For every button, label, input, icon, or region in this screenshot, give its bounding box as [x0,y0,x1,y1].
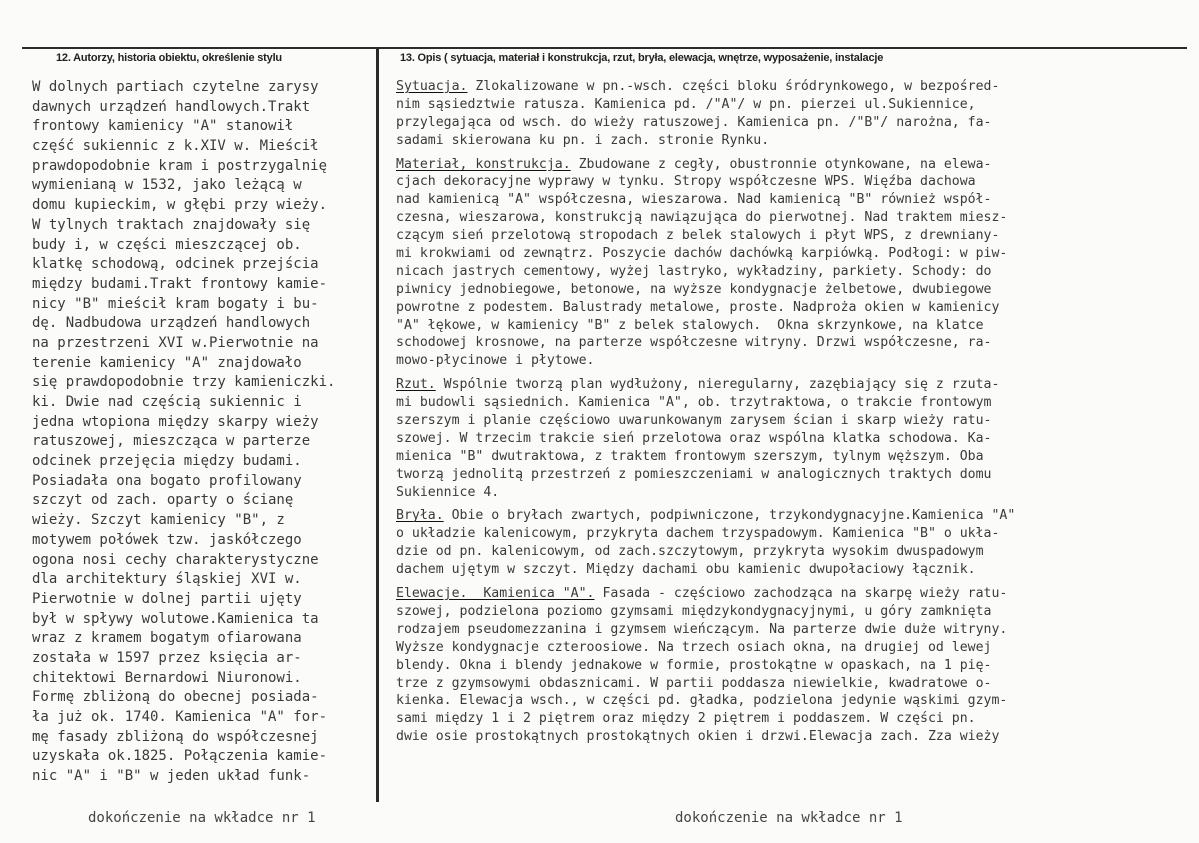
description-line [396,132,1186,150]
history-line: ratuszowej, mieszcząca w parterze [32,433,311,450]
description-line [396,561,1186,579]
description-line [396,603,1186,621]
history-line: nic "A" i "B" w jeden układ funk- [32,768,311,785]
description-line [396,430,1186,448]
description-line [396,525,1186,543]
description-line [396,245,1186,263]
description-line [396,281,1186,299]
description-text: czesna, wieszarowa, konstrukcją nawiązująca do pierwotnej. Nad traktem miesz- [396,210,1008,226]
description-text: trze z gzymsowymi obdasznicami. W partii poddasza niewielkie, kwadratowe o- [396,675,992,691]
section-heading: Rzut. [396,377,436,393]
history-line: dla architektury śląskiej XVI w. [32,571,302,588]
history-line: została w 1597 przez księcia ar- [32,649,302,666]
description-text: Sukiennice 4. [396,484,500,500]
description-line [396,299,1186,317]
description-line [396,466,1186,484]
history-line: chitektowi Bernardowi Niuronowi. [32,669,302,686]
description-line [396,191,1186,209]
history-line: terenie kamienicy "A" znajdowało [32,354,302,371]
description-line [396,621,1186,639]
history-line: motywem połówek tzw. jaskółczego [32,531,302,548]
description-text: schodowej krosnowe, na parterze współczesne witryny. Drzwi współczesne, ra- [396,335,992,351]
history-line: ogona nosi cechy charakterystyczne [32,551,319,568]
history-line: W tylnych traktach znajdowały się [32,216,311,233]
history-line: ki. Dwie nad częścią sukiennic i [32,394,302,410]
description-text: tworzą jednolitą przestrzeń z pomieszczeniami w analogicznych traktych domu [396,466,992,482]
description-text: czącym sień przelotową stropodach z belek stalowych i płyt WPS, z drewniany- [396,228,1000,244]
history-line: między budami.Trakt frontowy kamie- [32,275,328,292]
description-line [396,710,1186,728]
description-text: powrotne z podestem. Balustrady metalowe, proste. Nadproża okien w kamienicy [396,299,1000,315]
description-text: Zbudowane z cegły, obustronnie otynkowane, na elewa- [570,156,992,172]
description-line [396,227,1186,245]
history-line: prawdopodobnie kram i postrzygalnię [32,157,328,174]
description-text: sami między 1 i 2 piętrem oraz między 2 piętrem i poddaszem. W części pn. [396,711,976,727]
description-text: nad kamienicą "A" współczesna, wieszarowa. Nad kamienicą "B" również współ- [396,192,992,208]
description-line [396,728,1186,746]
description-text: rodzajem pseudomezzanina i gzymsem wieńczącym. Na parterze dwie duże witryny. [396,621,1008,637]
description-text: nim sąsiedztwie ratusza. Kamienica pd. /"A"/ w pn. pierzei ul.Sukiennice, [396,96,976,112]
description-text: mi krokwiami od zewnątrz. Poszycie dachów dachówką karpiówką. Podłogi: w piw- [396,246,1008,262]
description-text: Obie o bryłach zwartych, podpiwniczone, trzykondygnacyjne.Kamienica "A" [443,508,1016,524]
description-text: sadami skierowana ku pn. i zach. stronie Rynku. [396,132,770,148]
section-heading: Bryła. [396,508,444,524]
description-text: mienica "B" dwutraktowa, z traktem frontowym szerszym, tylnym węższym. Oba [396,448,984,464]
description-line [396,675,1186,693]
history-line: się prawdopodobnie trzy kamieniczki. [32,374,336,391]
description-text: nicach jastrych cementowy, wyżej lastryko, wykładziny, parkiety. Schody: do [396,263,992,279]
description-line [396,585,1186,603]
description-line [396,657,1186,675]
description-text: Wspólnie tworzą plan wydłużony, nieregularny, zazębiający się z rzuta- [435,377,1000,393]
history-line: klatkę schodową, odcinek przejścia [32,256,319,273]
left-continuation-note: dokończenie na wkładce nr 1 [88,810,316,826]
description-line [396,543,1186,561]
history-line: uzyskała ok.1825. Połączenia kamie- [32,748,328,765]
history-line: jedna wtopiona między skarpy wieży [32,413,319,430]
section-heading: Elewacje. Kamienica "A". [396,586,595,602]
description-line [396,334,1186,352]
history-line: Formę zbliżoną do obecnej posiada- [32,689,319,706]
description-text: szowej, podzielona poziomo gzymsami międzykondygnacyjnymi, u góry zamknięta [396,603,992,619]
history-line: nicy "B" mieścił kram bogaty i bu- [32,295,319,312]
description-text: szowej. W trzecim trakcie sień przelotowa oraz wspólna klatka schodowa. Ka- [396,430,992,446]
description-line [396,78,1186,96]
description-text: piwnicy jednobiegowe, betonowe, na wyższe kondygnacje żelbetowe, dwubiegowe [396,281,992,297]
description-line [396,209,1186,227]
description-line [396,484,1186,502]
description-text: Wyższe kondygnacje czteroosiowe. Na trzech osiach okna, na drugiej od lewej [396,639,992,655]
description-line [396,376,1186,394]
history-line: szczyt od zach. oparty o ścianę [32,492,294,509]
description-text: dzie od pn. kalenicowym, od zach.szczytowym, przykryta wysokim dwuspadowym [396,544,984,560]
section-heading: Materiał, konstrukcja. [396,156,571,172]
description-line [396,394,1186,412]
description-line [396,639,1186,657]
description-text: Fasada - częściowo zachodząca na skarpę wieży ratu- [594,586,1008,602]
section-heading: Sytuacja. [396,79,468,94]
description-line [396,448,1186,466]
history-line: Posiadała ona bogato profilowany [32,472,302,489]
description-column [396,78,1186,746]
description-text: blendy. Okna i blendy jednakowe w formie, prostokątne w opaskach, na 1 pię- [396,657,992,673]
description-text: szerszym i planie częściowo uwarunkowanym zarysem ścian i skarp wieży ratu- [396,413,992,429]
history-line: budy i, w części mieszczącej ob. [32,236,302,253]
description-text: dwie osie prostokątnych prostokątnych okien i drzwi.Elewacja zach. Zza wieży [396,729,1000,745]
section-12-header: 12. Autorzy, historia obiektu, określenie stylu [56,52,282,64]
description-line [396,156,1186,174]
history-line: wymienianą w 1532, jako leżącą w [32,177,302,194]
history-line: Pierwotnie w dolnej partii ujęty [32,590,302,607]
description-line [396,263,1186,281]
description-text: Zlokalizowane w pn.-wsch. części bloku śródrynkowego, w bezpośred- [467,79,1000,94]
description-text: przylegająca od wsch. do wieży ratuszowej. Kamienica pn. /"B"/ narożna, fa- [396,114,992,130]
history-line: odcinek przejęcia między budami. [32,453,302,470]
history-line: był w spływy wolutowe.Kamienica ta [32,610,319,627]
description-text: mowo-płycinowe i płytowe. [396,353,595,369]
description-text: "A" łękowe, w kamienicy "B" z belek stalowych. Okna skrzynkowe, na klatce [396,317,984,333]
history-line: wieży. Szczyt kamienicy "B", z [32,512,285,529]
description-line [396,114,1186,132]
description-text: mi budowli sąsiednich. Kamienica "A", ob. trzytraktowa, o trakcie frontowym [396,395,992,411]
description-text: cjach dekoracyjne wyprawy w tynku. Stropy współczesne WPS. Więźba dachowa [396,174,976,190]
history-line: dawnych urządzeń handlowych.Trakt [32,98,311,115]
description-line [396,412,1186,430]
history-line: ła już ok. 1740. Kamienica "A" for- [32,709,328,725]
history-column [32,78,372,787]
top-rule [22,47,1187,49]
history-line: frontowy kamienicy "A" stanowił [32,118,294,135]
description-line [396,507,1186,525]
description-text: dachem ujętym w szczyt. Między dachami obu kamienic dwupołaciowy łącznik. [396,562,976,578]
description-line [396,692,1186,710]
history-line: domu kupieckim, w głębi przy wieży. [32,197,328,214]
right-continuation-note: dokończenie na wkładce nr 1 [675,810,903,826]
description-text: o układzie kalenicowym, przykryta dachem trzyspadowym. Kamienica "B" o ukła- [396,526,1000,542]
description-text: kienka. Elewacja wsch., w części pd. gładka, podzielona jedynie wąskimi gzym- [396,693,1008,709]
history-line: na przestrzeni XVI w.Pierwotnie na [32,334,319,351]
history-line: dę. Nadbudowa urządzeń handlowych [32,315,311,332]
description-line [396,317,1186,335]
description-line [396,173,1186,191]
history-line: mę fasady zbliżoną do współczesnej [32,728,319,745]
history-line: W dolnych partiach czytelne zarysy [32,79,319,95]
history-line: wraz z kramem bogatym ofiarowana [32,630,302,647]
description-line [396,352,1186,370]
history-line: część sukiennic z k.XIV w. Mieścił [32,138,319,155]
column-divider [376,47,379,802]
section-13-header: 13. Opis ( sytuacja, materiał i konstrukcja, rzut, bryła, elewacja, wnętrze, wyposażenie, instalacje [400,52,884,64]
description-line [396,96,1186,114]
